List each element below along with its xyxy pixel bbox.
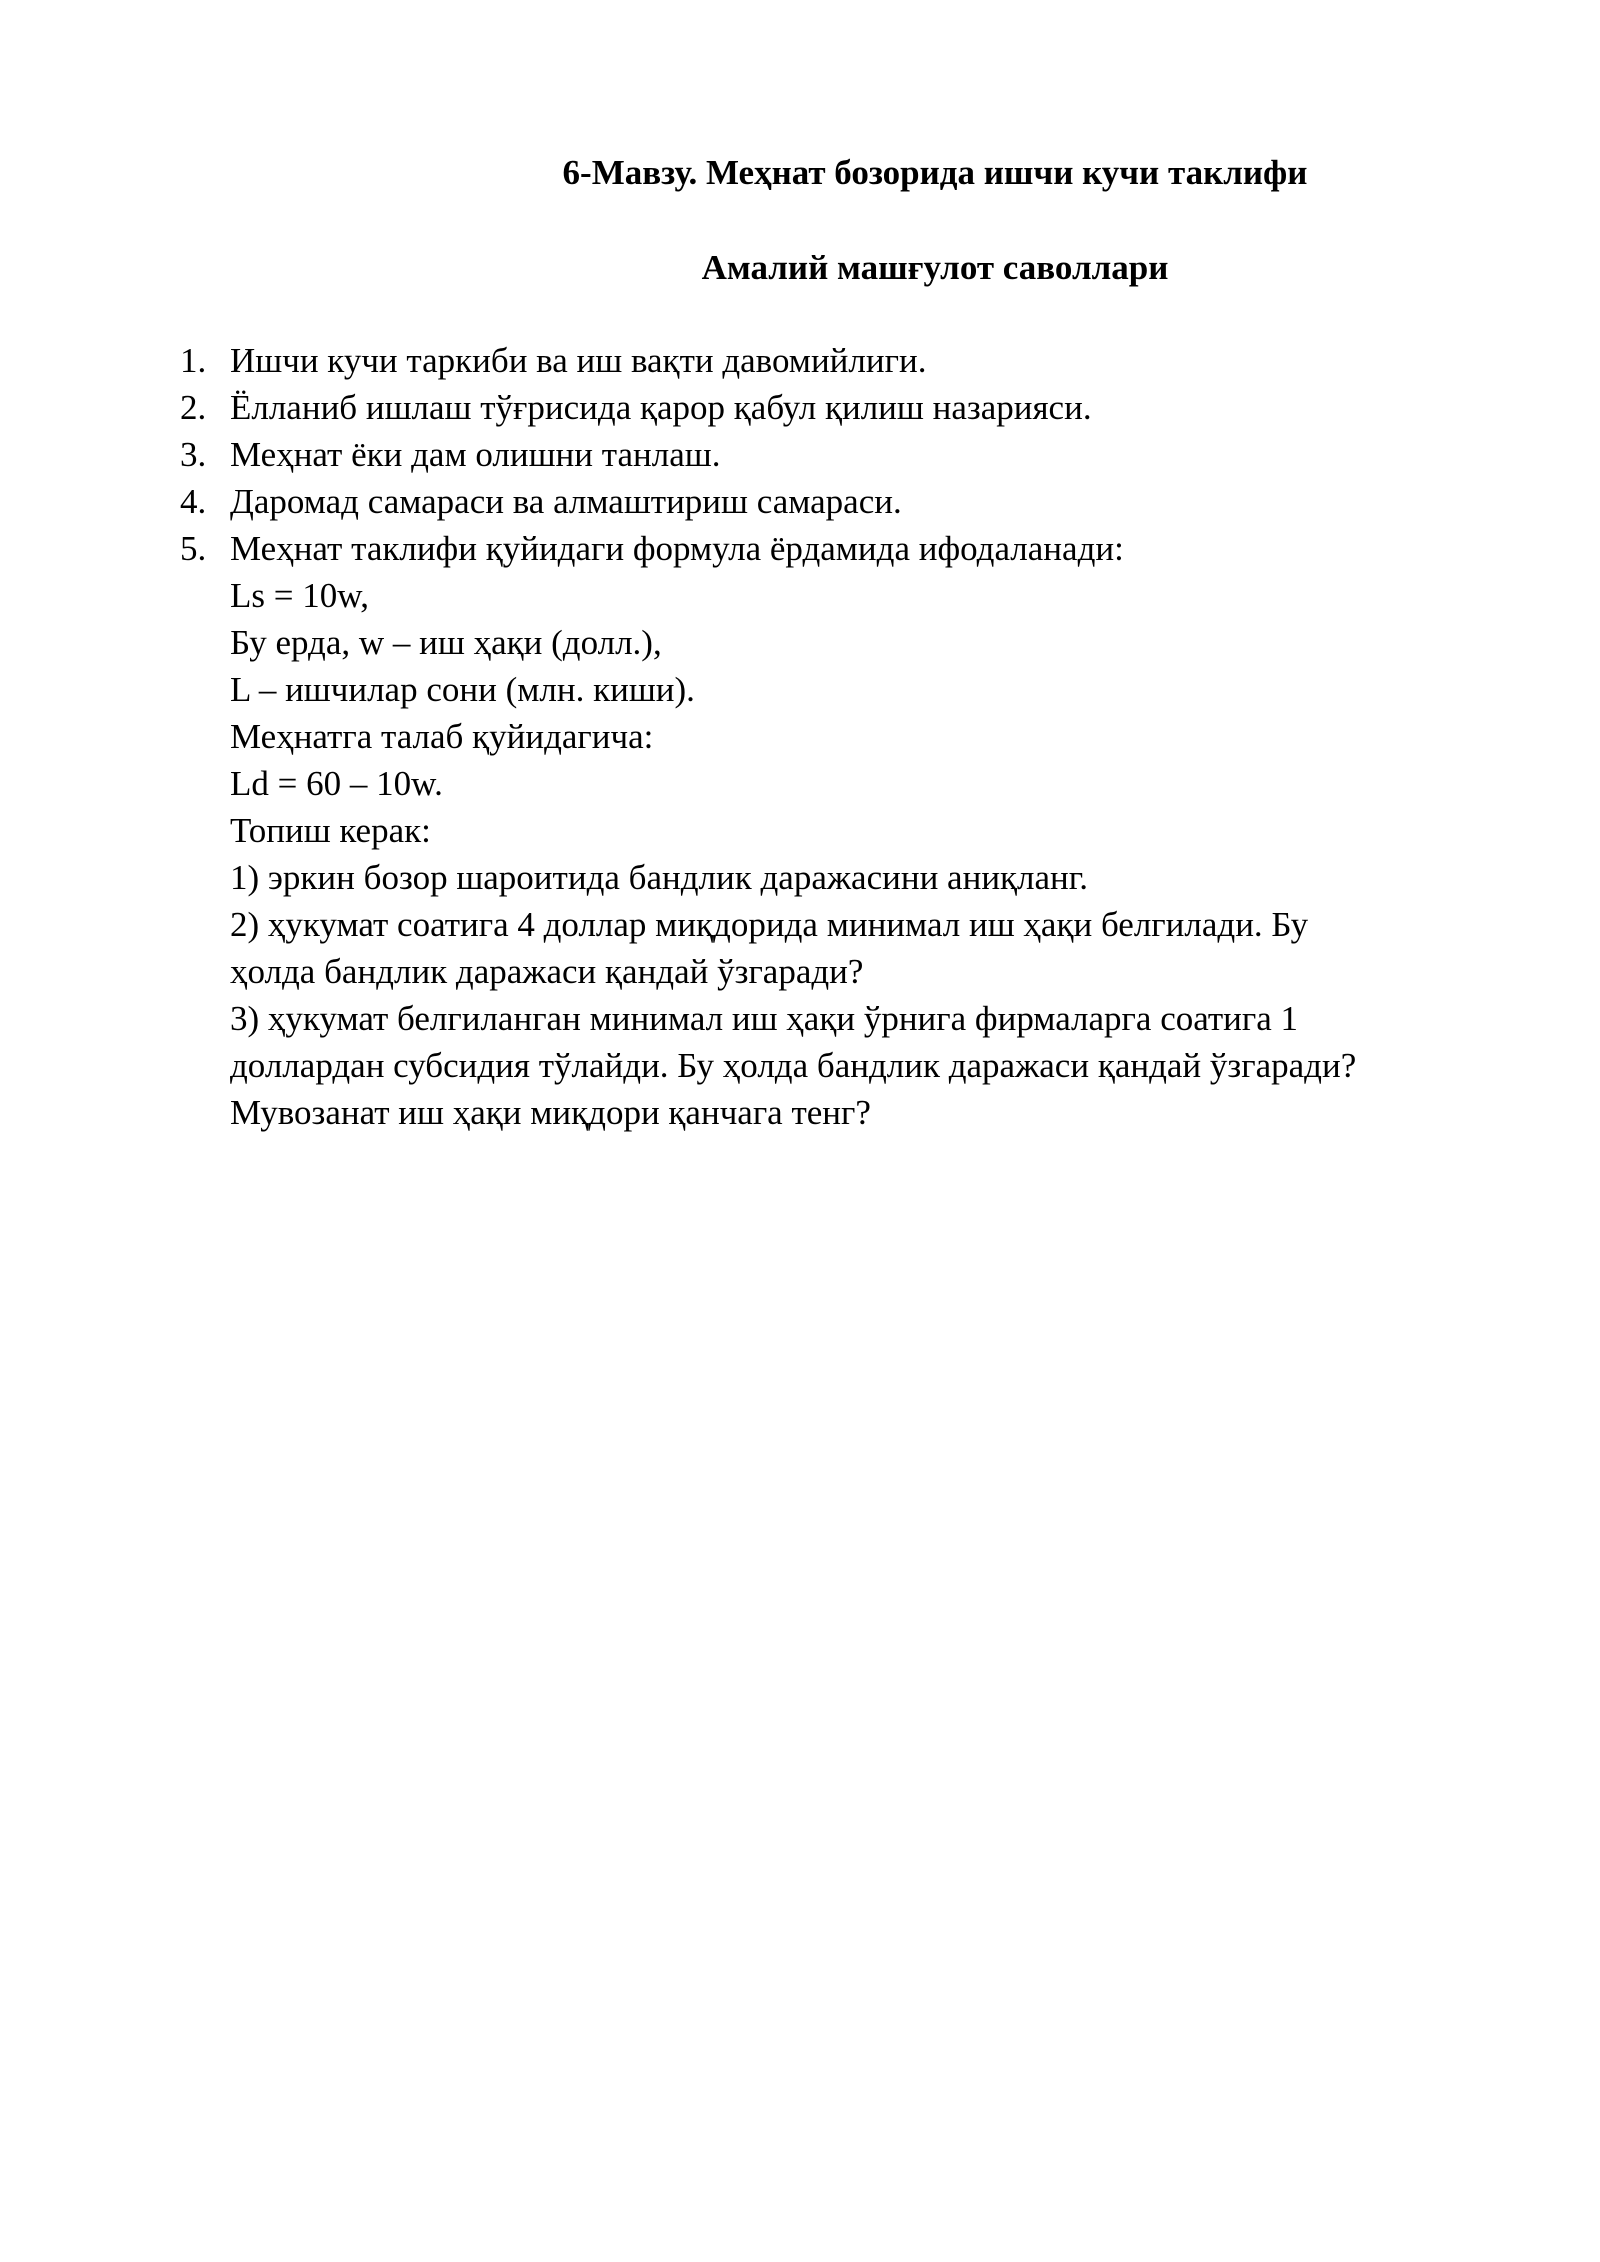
list-item [170,337,1470,384]
page-title: 6-Мавзу. Меҳнат бозорида ишчи кучи таклифи [562,153,1308,192]
variable-definition-w: Бу ерда, w – иш ҳақи (долл.), [230,623,662,662]
list-item-text: Меҳнат таклифи қуйидаги формула ёрдамида ифодаланади: [230,529,1124,568]
list-item-text: Ёлланиб ишлаш тўғрисида қарор қабул қилиш назарияси. [230,388,1092,427]
supply-formula: Ls = 10w, [230,576,369,615]
task-3-line-2: доллардан субсидия тўлайди. Бу ҳолда бандлик даражаси қандай ўзгаради? [230,1046,1357,1085]
list-item [170,525,1470,1136]
list-item-number: 4. [180,482,207,521]
task-3-line-1: 3) ҳукумат белгиланган минимал иш ҳақи ўрнига фирмаларга соатига 1 [230,999,1299,1038]
list-item-text: Даромад самараси ва алмаштириш самараси. [230,482,902,521]
list-item [170,384,1470,431]
demand-formula: Ld = 60 – 10w. [230,764,443,803]
task-2-line-1: 2) ҳукумат соатига 4 доллар миқдорида минимал иш ҳақи белгилади. Бу [230,905,1309,944]
list-item-number: 1. [180,341,207,380]
task-3-line-3: Мувозанат иш ҳақи миқдори қанчага тенг? [230,1093,871,1132]
variable-definition-l: L – ишчилар сони (млн. киши). [230,670,695,709]
list-item-text: Меҳнат ёки дам олишни танлаш. [230,435,721,474]
list-item-number: 5. [180,529,207,568]
list-item-number: 2. [180,388,207,427]
demand-intro: Меҳнатга талаб қуйидагича: [230,717,654,756]
list-item [170,478,1470,525]
list-item-text: Ишчи кучи таркиби ва иш вақти давомийлиги. [230,341,927,380]
list-item [170,431,1470,478]
task-2-line-2: ҳолда бандлик даражаси қандай ўзгаради? [230,952,864,991]
task-1: 1) эркин бозор шароитида бандлик даражасини аниқланг. [230,858,1088,897]
question-list [170,337,1470,1136]
list-item-number: 3. [180,435,207,474]
page-subtitle: Амалий машғулот саволлари [701,248,1169,287]
task-heading: Топиш керак: [230,811,431,850]
